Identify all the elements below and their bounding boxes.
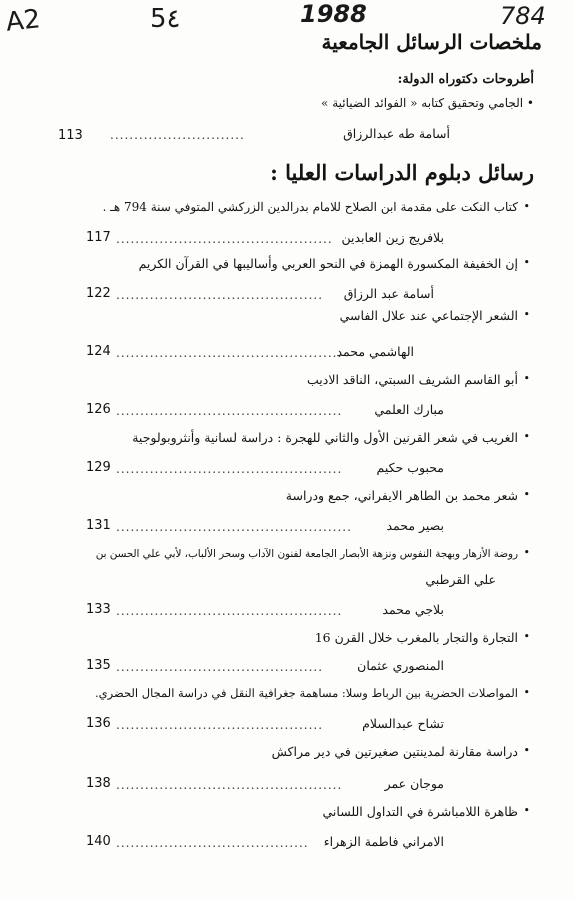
- entry-author: موجان عمر: [384, 776, 444, 791]
- entry-title: دراسة مقارنة لمدينتين صغيرتين في دير مراكش: [271, 744, 518, 759]
- theses-section-label: أطروحات دكتوراه الدولة:: [397, 72, 534, 87]
- entry-page-number: 136: [86, 716, 111, 731]
- entry-dots: ...........................................: [116, 288, 324, 302]
- bullet: •: [523, 372, 530, 385]
- entry-dots: ...........................................: [116, 660, 324, 674]
- bullet: •: [523, 488, 530, 501]
- section-heading: رسائل دبلوم الدراسات العليا :: [270, 160, 534, 185]
- entry-page-number: 126: [86, 402, 111, 417]
- annotation-top-left-b: 5٤: [150, 4, 181, 34]
- entry-dots: ...........................................: [116, 718, 324, 732]
- bullet: •: [523, 430, 530, 443]
- entry-title-continuation: علي القرطبي: [425, 572, 496, 587]
- annotation-top-left-a: A2: [4, 4, 42, 38]
- annotation-top-right: 784: [500, 2, 546, 30]
- bullet: •: [523, 308, 530, 321]
- entry-title: إن الخفيفة المكسورة الهمزة في النحو العربي وأساليبها في القرآن الكريم: [138, 256, 518, 271]
- thesis-author: أسامة طه عبدالرزاق: [343, 126, 450, 141]
- thesis-title: • الجامي وتحقيق كتابه « الفوائد الضيائية »: [321, 96, 534, 110]
- entry-dots: ........................................: [116, 836, 309, 850]
- entry-page-number: 117: [86, 230, 111, 245]
- entry-author: الهاشمي محمد: [336, 344, 414, 359]
- entry-dots: ...............................................: [116, 404, 343, 418]
- entry-title: ظاهرة اللامباشرة في التداول اللساني: [322, 804, 518, 819]
- annotation-year: 1988: [300, 0, 367, 28]
- entry-title: روضة الأزهار وبهجة النفوس ونزهة الأبصار الجامعة لفنون الآداب وسحر الألباب، لأبي علي الحسن بن: [95, 548, 518, 560]
- entry-author: بلاجي محمد: [382, 602, 444, 617]
- bullet: •: [523, 686, 530, 699]
- entry-page-number: 135: [86, 658, 111, 673]
- entry-page-number: 138: [86, 776, 111, 791]
- entry-author: بصير محمد: [386, 518, 444, 533]
- entry-dots: .................................................: [116, 520, 352, 534]
- entry-page-number: 122: [86, 286, 111, 301]
- entry-page-number: 124: [86, 344, 111, 359]
- entry-author: بلافريج زين العابدين: [341, 230, 444, 245]
- entry-title: شعر محمد بن الطاهر الايفراني، جمع ودراسة: [285, 488, 518, 503]
- entry-dots: ...............................................: [116, 462, 343, 476]
- entry-title: الغريب في شعر القرنين الأول والثاني للهجرة : دراسة لسانية وأنثروبولوجية: [132, 430, 518, 445]
- bullet: •: [523, 630, 530, 643]
- bullet: •: [523, 804, 530, 817]
- entry-dots: ...............................................: [116, 778, 343, 792]
- entry-title: كتاب النكت على مقدمة ابن الصلاح للامام بدرالدين الزركشي المتوفي سنة 794 هـ .: [102, 200, 518, 214]
- entry-dots: ...............................................: [116, 604, 343, 618]
- entry-page-number: 129: [86, 460, 111, 475]
- entry-title: التجارة والتجار بالمغرب خلال القرن 16: [314, 630, 518, 645]
- thesis-dots: ............................: [110, 128, 245, 142]
- bullet: •: [523, 256, 530, 269]
- thesis-page-number: 113: [58, 128, 83, 143]
- entry-page-number: 133: [86, 602, 111, 617]
- entry-title: أبو القاسم الشريف السبتي، الناقد الاديب: [307, 372, 518, 387]
- entry-author: أسامة عبد الرزاق: [343, 286, 434, 301]
- entry-title: المواصلات الحضرية بين الرباط وسلا: مساهمة جغرافية النقل في دراسة المجال الحضري.: [95, 686, 518, 700]
- page-title: ملخصات الرسائل الجامعية: [321, 30, 542, 54]
- bullet: •: [523, 744, 530, 757]
- bullet: •: [523, 200, 530, 213]
- entry-author: محبوب حكيم: [376, 460, 444, 475]
- entry-dots: .............................................: [116, 232, 333, 246]
- entry-dots: ...............................................: [116, 346, 343, 360]
- entry-page-number: 131: [86, 518, 111, 533]
- entry-author: الامراني فاطمة الزهراء: [323, 834, 444, 849]
- entry-author: تشاح عبدالسلام: [362, 716, 444, 731]
- entry-author: المنصوري عثمان: [357, 658, 444, 673]
- bullet: •: [523, 546, 530, 559]
- entry-author: مبارك العلمي: [374, 402, 444, 417]
- entry-page-number: 140: [86, 834, 111, 849]
- entry-title: الشعر الإجتماعي عند علال الفاسي: [339, 308, 518, 323]
